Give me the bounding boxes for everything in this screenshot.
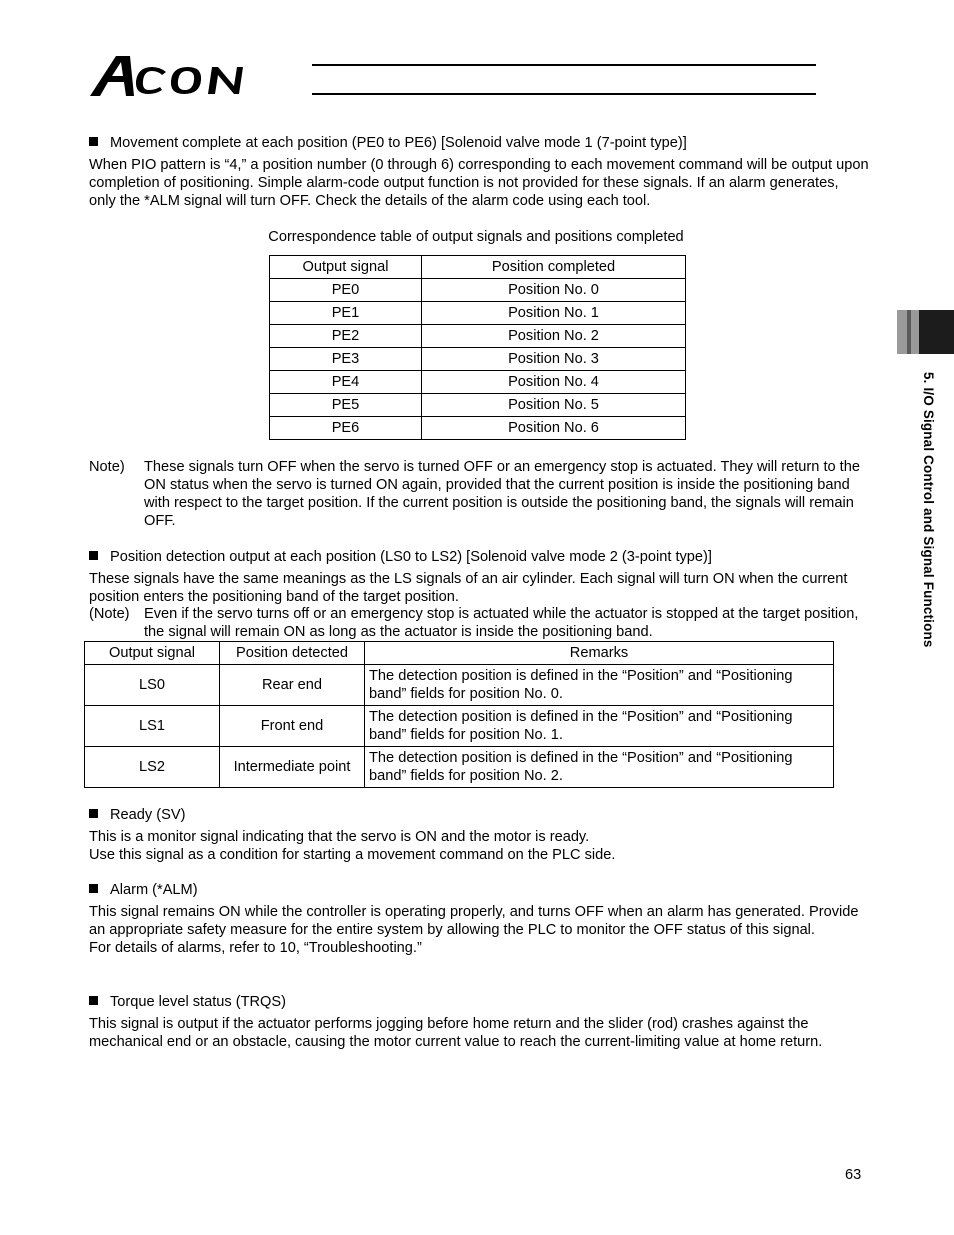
table-header-row (85, 642, 834, 665)
trqs-heading: Torque level status (TRQS) (89, 993, 286, 1011)
table-cell: PE2 (270, 325, 422, 348)
table-cell: The detection position is defined in the “Position” and “Positioning band” fields for position No. 1. (365, 706, 834, 747)
header-rule-bottom (312, 93, 816, 95)
table-cell: Intermediate point (220, 747, 365, 788)
table-row (85, 665, 834, 706)
ls-note (89, 605, 869, 641)
table-row (270, 302, 686, 325)
table-cell: PE3 (270, 348, 422, 371)
table-row (270, 371, 686, 394)
pe-heading: Movement complete at each position (PE0 to PE6) [Solenoid valve mode 1 (7-point type)] (89, 134, 687, 152)
table-cell: PE0 (270, 279, 422, 302)
alm-heading: Alarm (*ALM) (89, 881, 198, 899)
table-cell: The detection position is defined in the “Position” and “Positioning band” fields for position No. 0. (365, 665, 834, 706)
table-cell: Position No. 3 (422, 348, 686, 371)
table-cell: Rear end (220, 665, 365, 706)
ls-body: These signals have the same meanings as the LS signals of an air cylinder. Each signal will turn ON when the current position enters the positioning band of the target position. (89, 571, 848, 605)
pe-table-caption: Correspondence table of output signals and positions completed (268, 229, 684, 245)
table-cell: PE5 (270, 394, 422, 417)
table-header-row (270, 256, 686, 279)
column-header: Remarks (365, 642, 834, 665)
table-cell: The detection position is defined in the “Position” and “Positioning band” fields for position No. 2. (365, 747, 834, 788)
note-label: Note) (89, 459, 125, 475)
column-header: Output signal (85, 642, 220, 665)
ls-table (84, 641, 834, 788)
column-header: Position completed (422, 256, 686, 279)
acon-logo (88, 50, 318, 100)
square-bullet-icon (89, 137, 98, 146)
table-cell: Position No. 4 (422, 371, 686, 394)
sv-body: This is a monitor signal indicating that the servo is ON and the motor is ready. Use this signal as a condition for starting a movement command on the PLC side. (89, 829, 616, 863)
table-cell: Position No. 5 (422, 394, 686, 417)
table-cell: Position No. 2 (422, 325, 686, 348)
square-bullet-icon (89, 996, 98, 1005)
table-cell: Position No. 1 (422, 302, 686, 325)
column-header: Output signal (270, 256, 422, 279)
sv-heading: Ready (SV) (89, 806, 185, 824)
table-row (85, 747, 834, 788)
table-row (270, 394, 686, 417)
side-tab-block-dark (919, 310, 954, 354)
pe-table (269, 255, 686, 440)
note-text: These signals turn OFF when the servo is turned OFF or an emergency stop is actuated. They will return to the ON status when the servo is turned ON again, provided that the current position is inside the positioning band with respect to the target position. If the current position is outside the positioning band, the signals will remain OFF. (144, 459, 860, 529)
table-row (85, 706, 834, 747)
trqs-body: This signal is output if the actuator performs jogging before home return and the slider (rod) crashes against the mechanical end or an obstacle, causing the motor current value to reach the current-limiting value at home return. (89, 1016, 823, 1050)
table-cell: LS0 (85, 665, 220, 706)
square-bullet-icon (89, 884, 98, 893)
ls-heading: Position detection output at each position (LS0 to LS2) [Solenoid valve mode 2 (3-point type)] (89, 548, 712, 566)
side-tab-label: 5. I/O Signal Control and Signal Functions (921, 372, 936, 648)
pe-body: When PIO pattern is “4,” a position number (0 through 6) corresponding to each movement command will be output upon completion of positioning. Simple alarm-code output function is not provided for these signals. If an alarm generates, only the *ALM signal will turn OFF. Check the details of the alarm code using each tool. (89, 157, 869, 209)
table-row (270, 417, 686, 440)
alm-body: This signal remains ON while the controller is operating properly, and turns OFF when an alarm has generated. Provide an appropriate safety measure for the entire system by allowing the PLC to monitor the OFF status of this signal. For details of alarms, refer to 10, “Troubleshooting.” (89, 904, 859, 956)
square-bullet-icon (89, 551, 98, 560)
pe-note (89, 458, 869, 530)
table-cell: PE1 (270, 302, 422, 325)
table-cell: PE4 (270, 371, 422, 394)
header-rule-top (312, 64, 816, 66)
column-header: Position detected (220, 642, 365, 665)
table-row (270, 325, 686, 348)
note-text: Even if the servo turns off or an emergency stop is actuated while the actuator is stopped at the target position, the signal will remain ON as long as the actuator is inside the positioning band. (144, 606, 859, 640)
note-label: (Note) (89, 606, 130, 622)
table-cell: PE6 (270, 417, 422, 440)
table-cell: Front end (220, 706, 365, 747)
table-cell: Position No. 6 (422, 417, 686, 440)
table-cell: Position No. 0 (422, 279, 686, 302)
side-tab-stripe (907, 310, 911, 354)
table-cell: LS2 (85, 747, 220, 788)
table-row (270, 348, 686, 371)
page-number: 63 (845, 1167, 862, 1183)
square-bullet-icon (89, 809, 98, 818)
table-cell: LS1 (85, 706, 220, 747)
table-row (270, 279, 686, 302)
